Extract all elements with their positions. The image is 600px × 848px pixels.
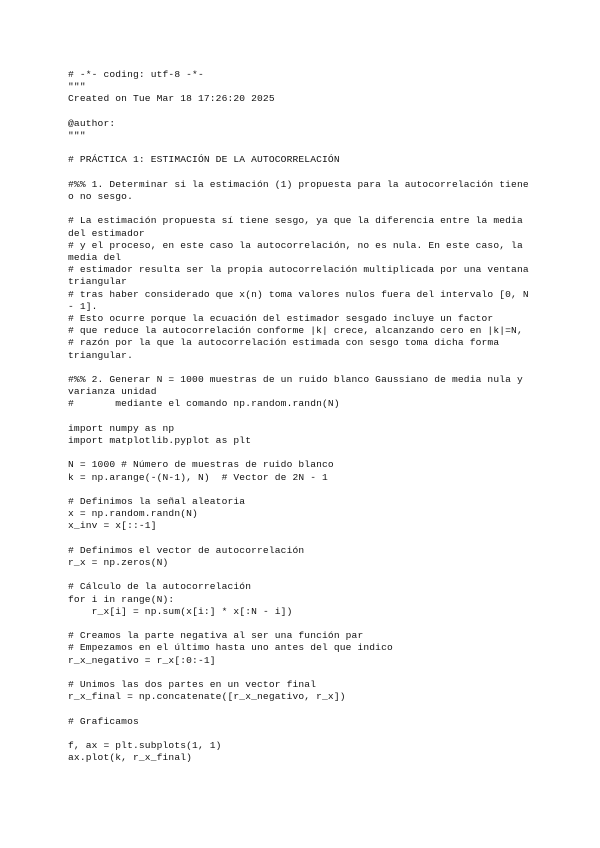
blank-line (68, 447, 538, 459)
code-line: r_x[i] = np.sum(x[i:] * x[:N - i]) (68, 605, 293, 617)
code-line: x = np.random.randn(N) (68, 508, 198, 520)
code-comment: # razón por la que la autocorrelación estimada con sesgo toma dicha forma triangular. (68, 337, 506, 361)
code-comment: # tras haber considerado que x(n) toma valores nulos fuera del intervalo [0, N - 1]. (68, 288, 535, 312)
code-comment: # estimador resulta ser la propia autocorrelación multiplicada por una ventana triangular (68, 264, 535, 288)
code-comment: # Cálculo de la autocorrelación (68, 581, 252, 593)
code-cell-heading: #%% 1. Determinar si la estimación (1) propuesta para la autocorrelación tiene o no sesgo. (68, 178, 535, 202)
code-line: k = np.arange(-(N-1), N) # Vector de 2N - 1 (68, 471, 328, 483)
code-comment: # que reduce la autocorrelación conforme |k| crece, alcanzando cero en |k|=N, (68, 325, 523, 337)
code-line: """ (68, 81, 86, 93)
blank-line (68, 362, 538, 374)
code-line: r_x_final = np.concatenate([r_x_negativo, r_x]) (68, 691, 346, 703)
code-line: # -*- coding: utf-8 -*- (68, 69, 204, 80)
code-comment: # Unimos las dos partes en un vector final (68, 678, 317, 690)
code-line: import numpy as np (68, 422, 175, 434)
code-line: """ (68, 130, 86, 141)
blank-line (68, 203, 538, 215)
blank-line (68, 667, 538, 679)
code-line: ax.plot(k, r_x_final) (68, 752, 193, 764)
code-line: f, ax = plt.subplots(1, 1) (68, 739, 222, 751)
blank-line (68, 484, 538, 496)
code-comment: # Esto ocurre porque la ecuación del estimador sesgado incluye un factor (68, 313, 494, 324)
code-line: import matplotlib.pyplot as plt (68, 435, 252, 446)
blank-line (68, 569, 538, 581)
code-line: N = 1000 # Número de muestras de ruido blanco (68, 459, 334, 471)
code-comment: # Creamos la parte negativa al ser una función par (68, 630, 364, 642)
code-line: @author: (68, 117, 116, 129)
code-comment: # La estimación propuesta sí tiene sesgo, ya que la diferencia entre la media del estimador (68, 215, 529, 239)
code-comment: # Definimos la señal aleatoria (68, 495, 246, 507)
section-heading: # PRÁCTICA 1: ESTIMACIÓN DE LA AUTOCORRELACIÓN (68, 154, 340, 166)
code-line: r_x = np.zeros(N) (68, 556, 169, 568)
blank-line (68, 142, 538, 154)
code-cell-heading: #%% 2. Generar N = 1000 muestras de un ruido blanco Gaussiano de media nula y varianza unidad (68, 374, 529, 398)
code-listing (68, 69, 538, 764)
blank-line (68, 167, 538, 179)
code-comment: # Definimos el vector de autocorrelación (68, 544, 305, 556)
code-line: x_inv = x[::-1] (68, 520, 157, 532)
code-comment: # Empezamos en el último hasta uno antes del que indico (68, 642, 393, 654)
code-line: r_x_negativo = r_x[:0:-1] (68, 654, 216, 666)
blank-line (68, 533, 538, 545)
blank-line (68, 106, 538, 118)
code-comment: # y el proceso, en este caso la autocorrelación, no es nula. En este caso, la media del (68, 239, 529, 263)
blank-line (68, 411, 538, 423)
code-comment: # Graficamos (68, 715, 139, 727)
blank-line (68, 618, 538, 630)
code-comment: # mediante el comando np.random.randn(N) (68, 398, 340, 410)
code-line: Created on Tue Mar 18 17:26:20 2025 (68, 93, 275, 105)
blank-line (68, 728, 538, 740)
code-line: for i in range(N): (68, 593, 175, 605)
blank-line (68, 703, 538, 715)
